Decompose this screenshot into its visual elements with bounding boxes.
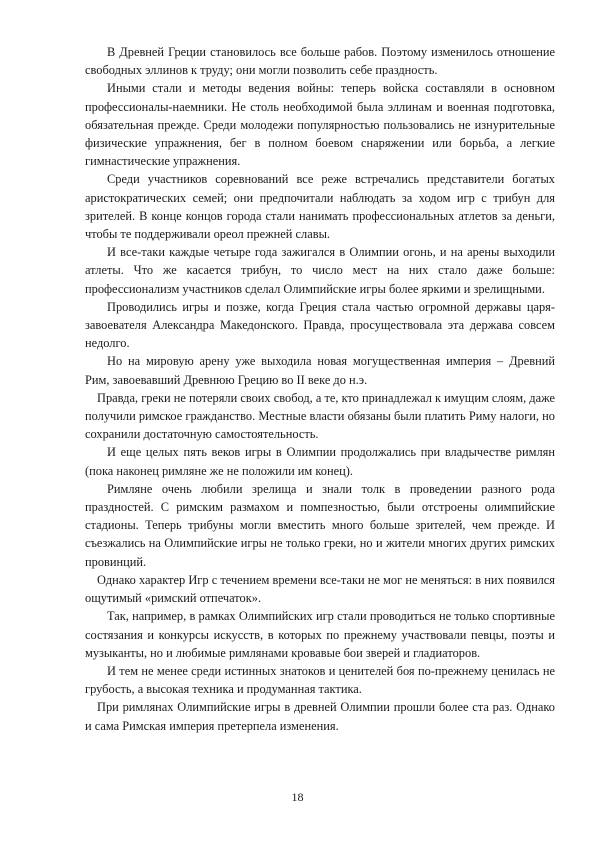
paragraph-7: Правда, греки не потеряли своих свобод, а те, кто принадлежал к имущим слоям, даже получили римское гражданство. Местные власти обязаны были платить Риму налоги, но сохранили достаточную самостоятельность.: [85, 390, 555, 442]
paragraph-13: При римлянах Олимпийские игры в древней Олимпии прошли более ста раз. Однако и сама Римская империя претерпела изменения.: [85, 700, 555, 733]
paragraph-5: Проводились игры и позже, когда Греция стала частью огромной державы царя-завоевателя Александра Македонского. Правда, просуществовала эта держава совсем недолго.: [85, 299, 555, 351]
paragraph-8: И еще целых пять веков игры в Олимпии продолжались при владычестве римлян (пока наконец римляне же не положили им конец).: [85, 445, 555, 478]
paragraph-6: Но на мировую арену уже выходила новая могущественная империя – Древний Рим, завоевавший Древнюю Грецию во II веке до н.э.: [85, 354, 555, 387]
paragraph-10: Однако характер Игр с течением времени все-таки не мог не меняться: в них появился ощутимый «римский отпечаток».: [85, 572, 555, 606]
paragraph-3: Среди участников соревнований все реже встречались представители богатых аристократических семей; они предпочитали наблюдать за ходом игр с трибун для зрителей. В конце концов города стали нанимать профессиональных атлетов за деньги, чтобы те поддерживали ореол прежней славы.: [85, 172, 555, 242]
body-text: [85, 43, 555, 735]
paragraph-9: Римляне очень любили зрелища и знали толк в проведении разного рода праздностей. С римским размахом и помпезностью, были отстроены олимпийские стадионы. Теперь трибуны могли вместить много больше зрителей, чем прежде. И съезжались на Олимпийские игры не только греки, но и жители многих других римских провинций.: [85, 481, 555, 569]
paragraph-11: Так, например, в рамках Олимпийских игр стали проводиться не только спортивные состязания и конкурсы искусств, в которых по прежнему участвовали певцы, поэты и музыканты, но и любимые римлянами кровавые бои зверей и гладиаторов.: [85, 609, 555, 660]
paragraph-2: Иными стали и методы ведения войны: теперь войска составляли в основном профессионалы-наемники. Не столь необходимой была эллинам и военная подготовка, обязательная прежде. Среди молодежи популярностью пользовались не изнурительные физические упражнения, бег в полном боевом снаряжении или борьба, а легкие гимнастические упражнения.: [85, 81, 555, 169]
paragraph-4: И все-таки каждые четыре года зажигался в Олимпии огонь, и на арены выходили атлеты. Что же касается трибун, то число мест на них стало даже больше: профессионализм участников сделал Олимпийские игры более яркими и зрелищными.: [85, 245, 555, 296]
paragraph-1: В Древней Греции становилось все больше рабов. Поэтому изменилось отношение свободных эллинов к труду; они могли позволить себе праздность.: [85, 45, 555, 78]
paragraph-12: И тем не менее среди истинных знатоков и ценителей боя по-прежнему ценилась не грубость, а высокая техника и продуманная тактика.: [85, 663, 555, 697]
page-number: 18: [291, 790, 304, 804]
